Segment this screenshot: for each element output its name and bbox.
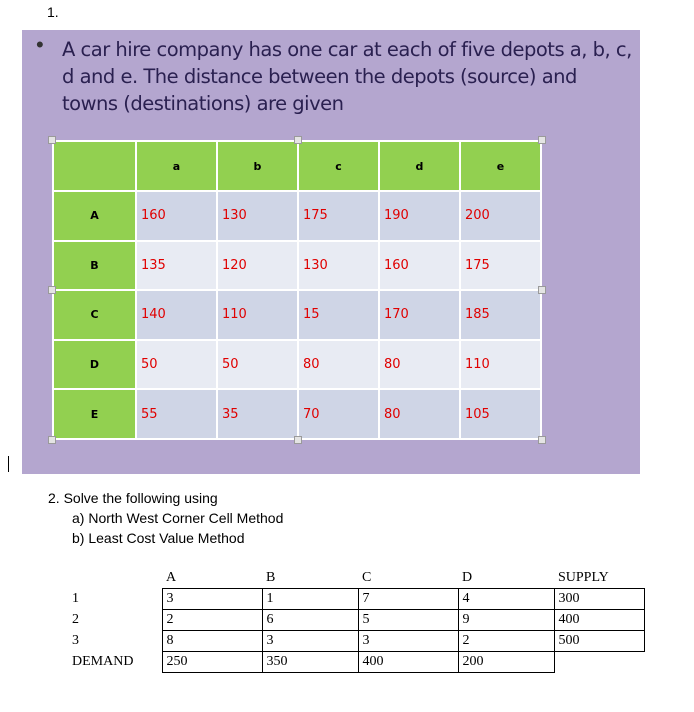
table-cell: 175 <box>460 241 541 291</box>
table-cell: 120 <box>217 241 298 291</box>
resize-handle[interactable] <box>538 286 546 294</box>
table-cell: 1 <box>262 589 358 610</box>
table-cell: 140 <box>136 290 217 340</box>
resize-handle[interactable] <box>48 136 56 144</box>
question-2-intro: 2. Solve the following using <box>48 490 218 506</box>
resize-handle[interactable] <box>48 286 56 294</box>
table-row <box>68 589 644 610</box>
bullet-icon: • <box>36 32 44 57</box>
question-2 <box>48 488 283 548</box>
table-cell: 50 <box>217 340 298 390</box>
resize-handle[interactable] <box>48 436 56 444</box>
table-header-row <box>68 568 644 589</box>
supply-header: SUPPLY <box>558 570 609 585</box>
table-cell: 4 <box>458 589 554 610</box>
row-header: D <box>53 340 136 390</box>
row-header: E <box>53 389 136 439</box>
row-header: 1 <box>72 591 79 606</box>
table-cell: 3 <box>262 631 358 652</box>
table-row <box>53 290 541 340</box>
resize-handle[interactable] <box>294 436 302 444</box>
row-header: 3 <box>72 633 79 648</box>
table-row <box>53 389 541 439</box>
column-header: b <box>217 141 298 191</box>
table-cell: 105 <box>460 389 541 439</box>
table-cell: 70 <box>298 389 379 439</box>
transportation-table <box>68 568 645 673</box>
column-header: A <box>166 570 177 585</box>
demand-label: DEMAND <box>72 654 134 669</box>
row-header: C <box>53 290 136 340</box>
resize-handle[interactable] <box>538 436 546 444</box>
table-cell: 15 <box>298 290 379 340</box>
question-1-number: 1. <box>47 4 59 20</box>
embedded-slide <box>22 30 640 474</box>
row-header: 2 <box>72 612 79 627</box>
column-header: d <box>379 141 460 191</box>
table-row <box>53 191 541 241</box>
table-cell: 80 <box>379 389 460 439</box>
row-header: A <box>53 191 136 241</box>
table-cell: 9 <box>458 610 554 631</box>
resize-handle[interactable] <box>294 136 302 144</box>
column-header: B <box>266 570 276 585</box>
demand-row <box>68 652 644 673</box>
table-cell: 8 <box>162 631 262 652</box>
slide-paragraph: A car hire company has one car at each of five depots a, b, c, d and e. The distance between the depots (source) and towns (destinations) are given <box>62 38 632 115</box>
table-row <box>53 340 541 390</box>
table-cell: 7 <box>358 589 458 610</box>
table-cell: 135 <box>136 241 217 291</box>
table-cell: 5 <box>358 610 458 631</box>
table-cell: 190 <box>379 191 460 241</box>
table-row <box>53 241 541 291</box>
table-cell: 50 <box>136 340 217 390</box>
text-cursor <box>8 456 9 472</box>
demand-cell: 200 <box>458 652 554 673</box>
table-cell: 110 <box>460 340 541 390</box>
table-cell: 185 <box>460 290 541 340</box>
demand-cell: 250 <box>162 652 262 673</box>
question-2-part-a: a) North West Corner Cell Method <box>72 510 284 526</box>
supply-cell: 500 <box>554 631 644 652</box>
distance-table-frame[interactable] <box>52 140 542 440</box>
table-cell: 3 <box>358 631 458 652</box>
column-header: e <box>460 141 541 191</box>
table-cell: 160 <box>379 241 460 291</box>
table-row <box>68 610 644 631</box>
table-cell: 55 <box>136 389 217 439</box>
column-header: D <box>462 570 473 585</box>
row-header: B <box>53 241 136 291</box>
table-cell: 6 <box>262 610 358 631</box>
table-cell: 80 <box>298 340 379 390</box>
column-header: c <box>298 141 379 191</box>
table-cell: 160 <box>136 191 217 241</box>
table-cell: 110 <box>217 290 298 340</box>
table-cell: 130 <box>217 191 298 241</box>
table-cell: 200 <box>460 191 541 241</box>
table-cell: 175 <box>298 191 379 241</box>
supply-cell: 400 <box>554 610 644 631</box>
table-cell: 130 <box>298 241 379 291</box>
table-corner <box>53 141 136 191</box>
supply-cell: 300 <box>554 589 644 610</box>
table-cell: 3 <box>162 589 262 610</box>
distance-table <box>52 140 542 440</box>
table-cell: 35 <box>217 389 298 439</box>
column-header: a <box>136 141 217 191</box>
table-row <box>68 631 644 652</box>
demand-cell: 350 <box>262 652 358 673</box>
table-cell: 170 <box>379 290 460 340</box>
table-cell: 2 <box>162 610 262 631</box>
table-cell: 80 <box>379 340 460 390</box>
demand-cell: 400 <box>358 652 458 673</box>
table-cell: 2 <box>458 631 554 652</box>
question-2-part-b: b) Least Cost Value Method <box>72 530 245 546</box>
resize-handle[interactable] <box>538 136 546 144</box>
column-header: C <box>362 570 372 585</box>
